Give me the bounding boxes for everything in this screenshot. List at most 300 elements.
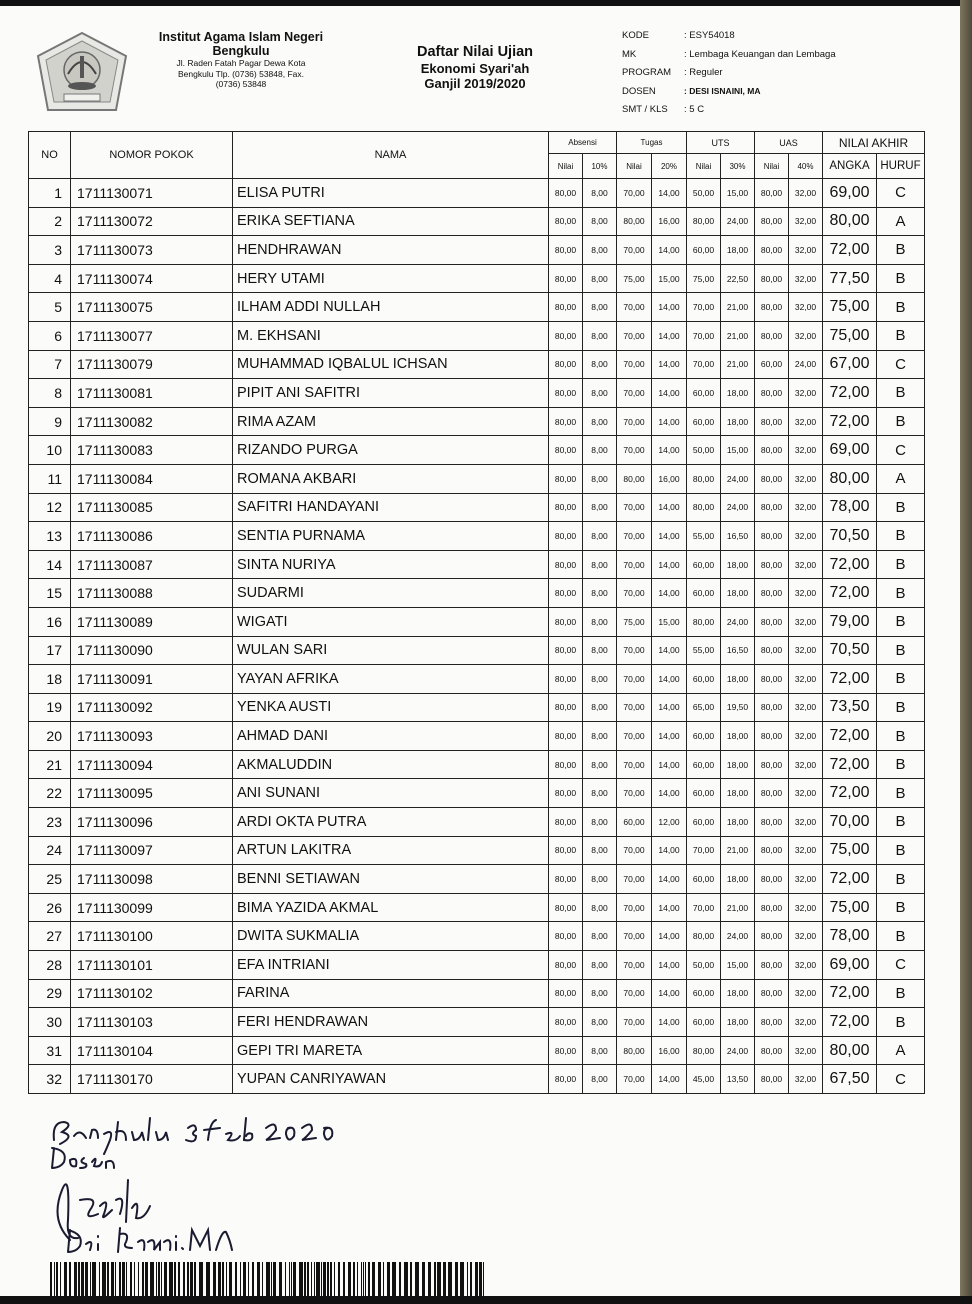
table-row xyxy=(29,808,925,837)
cell-uas-40pct: 32,00 xyxy=(789,808,823,837)
cell-tugas-20pct: 14,00 xyxy=(652,436,687,465)
cell-tugas-nilai: 70,00 xyxy=(617,236,652,265)
cell-angka: 80,00 xyxy=(823,464,877,493)
table-row xyxy=(29,264,925,293)
cell-tugas-20pct: 14,00 xyxy=(652,922,687,951)
header-absensi-nilai: Nilai xyxy=(549,154,583,179)
cell-huruf: B xyxy=(877,722,925,751)
cell-uas-40pct: 32,00 xyxy=(789,264,823,293)
cell-uas-nilai: 80,00 xyxy=(755,436,789,465)
cell-absensi-nilai: 80,00 xyxy=(549,722,583,751)
cell-huruf: B xyxy=(877,264,925,293)
cell-huruf: C xyxy=(877,179,925,208)
cell-nomor-pokok: 1711130093 xyxy=(71,722,233,751)
cell-no: 28 xyxy=(29,951,71,980)
cell-uas-40pct: 32,00 xyxy=(789,1008,823,1037)
cell-absensi-10pct: 8,00 xyxy=(583,379,617,408)
cell-no: 13 xyxy=(29,522,71,551)
cell-absensi-10pct: 8,00 xyxy=(583,207,617,236)
cell-nama: SENTIA PURNAMA xyxy=(233,522,549,551)
cell-uts-nilai: 60,00 xyxy=(687,550,721,579)
cell-uts-nilai: 60,00 xyxy=(687,865,721,894)
cell-uts-30pct: 18,00 xyxy=(721,779,755,808)
cell-uas-nilai: 80,00 xyxy=(755,464,789,493)
cell-uas-40pct: 32,00 xyxy=(789,464,823,493)
cell-no: 8 xyxy=(29,379,71,408)
cell-huruf: B xyxy=(877,321,925,350)
cell-no: 30 xyxy=(29,1008,71,1037)
cell-absensi-10pct: 8,00 xyxy=(583,951,617,980)
cell-uas-40pct: 32,00 xyxy=(789,522,823,551)
cell-nomor-pokok: 1711130075 xyxy=(71,293,233,322)
cell-tugas-nilai: 80,00 xyxy=(617,1036,652,1065)
header-nilai-akhir: NILAI AKHIR xyxy=(823,132,925,154)
cell-nama: WIGATI xyxy=(233,607,549,636)
cell-uas-40pct: 32,00 xyxy=(789,293,823,322)
cell-nama: SUDARMI xyxy=(233,579,549,608)
cell-tugas-nilai: 70,00 xyxy=(617,407,652,436)
cell-absensi-10pct: 8,00 xyxy=(583,493,617,522)
institution-logo xyxy=(34,30,130,114)
cell-tugas-20pct: 14,00 xyxy=(652,321,687,350)
cell-absensi-10pct: 8,00 xyxy=(583,436,617,465)
header-uas: UAS xyxy=(755,132,823,154)
cell-nomor-pokok: 1711130072 xyxy=(71,207,233,236)
cell-no: 19 xyxy=(29,693,71,722)
table-row xyxy=(29,836,925,865)
cell-tugas-nilai: 70,00 xyxy=(617,350,652,379)
cell-uas-nilai: 80,00 xyxy=(755,893,789,922)
cell-nama: SAFITRI HANDAYANI xyxy=(233,493,549,522)
cell-huruf: B xyxy=(877,865,925,894)
cell-uts-30pct: 18,00 xyxy=(721,1008,755,1037)
cell-absensi-nilai: 80,00 xyxy=(549,493,583,522)
cell-tugas-20pct: 14,00 xyxy=(652,636,687,665)
meta-key: SMT / KLS xyxy=(622,104,668,115)
cell-nomor-pokok: 1711130095 xyxy=(71,779,233,808)
document-subtitle: Ekonomi Syari'ah xyxy=(420,61,530,76)
table-row xyxy=(29,1008,925,1037)
cell-nomor-pokok: 1711130092 xyxy=(71,693,233,722)
cell-uts-30pct: 24,00 xyxy=(721,607,755,636)
table-row xyxy=(29,379,925,408)
cell-absensi-nilai: 80,00 xyxy=(549,293,583,322)
cell-uts-nilai: 55,00 xyxy=(687,636,721,665)
cell-angka: 72,00 xyxy=(823,550,877,579)
cell-tugas-20pct: 14,00 xyxy=(652,836,687,865)
cell-tugas-20pct: 14,00 xyxy=(652,693,687,722)
cell-huruf: B xyxy=(877,979,925,1008)
cell-nama: FARINA xyxy=(233,979,549,1008)
cell-tugas-nilai: 70,00 xyxy=(617,436,652,465)
cell-angka: 69,00 xyxy=(823,436,877,465)
cell-uts-nilai: 55,00 xyxy=(687,522,721,551)
cell-uas-nilai: 80,00 xyxy=(755,522,789,551)
cell-absensi-10pct: 8,00 xyxy=(583,693,617,722)
cell-nomor-pokok: 1711130071 xyxy=(71,179,233,208)
cell-tugas-20pct: 14,00 xyxy=(652,1008,687,1037)
cell-absensi-10pct: 8,00 xyxy=(583,979,617,1008)
cell-uas-nilai: 80,00 xyxy=(755,979,789,1008)
cell-nomor-pokok: 1711130086 xyxy=(71,522,233,551)
cell-uas-40pct: 32,00 xyxy=(789,922,823,951)
cell-tugas-nilai: 70,00 xyxy=(617,979,652,1008)
cell-absensi-nilai: 80,00 xyxy=(549,951,583,980)
cell-tugas-20pct: 14,00 xyxy=(652,522,687,551)
cell-uas-nilai: 80,00 xyxy=(755,321,789,350)
cell-uas-nilai: 80,00 xyxy=(755,264,789,293)
cell-uas-40pct: 32,00 xyxy=(789,636,823,665)
header-angka: ANGKA xyxy=(823,154,877,179)
meta-row-dosen xyxy=(622,86,836,105)
meta-key: KODE xyxy=(622,30,649,41)
cell-absensi-nilai: 80,00 xyxy=(549,1065,583,1094)
cell-nama: ARDI OKTA PUTRA xyxy=(233,808,549,837)
cell-nama: ILHAM ADDI NULLAH xyxy=(233,293,549,322)
cell-nomor-pokok: 1711130096 xyxy=(71,808,233,837)
handwritten-signature xyxy=(40,1110,400,1260)
table-row xyxy=(29,722,925,751)
cell-absensi-nilai: 80,00 xyxy=(549,1008,583,1037)
header-huruf: HURUF xyxy=(877,154,925,179)
cell-uts-30pct: 18,00 xyxy=(721,750,755,779)
cell-angka: 70,00 xyxy=(823,808,877,837)
cell-no: 29 xyxy=(29,979,71,1008)
cell-nomor-pokok: 1711130090 xyxy=(71,636,233,665)
table-row xyxy=(29,1036,925,1065)
cell-huruf: C xyxy=(877,436,925,465)
cell-nomor-pokok: 1711130074 xyxy=(71,264,233,293)
cell-tugas-20pct: 14,00 xyxy=(652,665,687,694)
cell-uas-nilai: 80,00 xyxy=(755,493,789,522)
cell-uts-30pct: 18,00 xyxy=(721,865,755,894)
cell-nama: YENKA AUSTI xyxy=(233,693,549,722)
cell-angka: 75,00 xyxy=(823,321,877,350)
cell-huruf: B xyxy=(877,665,925,694)
cell-absensi-nilai: 80,00 xyxy=(549,522,583,551)
cell-huruf: B xyxy=(877,779,925,808)
cell-tugas-nilai: 70,00 xyxy=(617,1008,652,1037)
cell-tugas-20pct: 14,00 xyxy=(652,951,687,980)
header-uts: UTS xyxy=(687,132,755,154)
cell-uas-nilai: 80,00 xyxy=(755,951,789,980)
table-row xyxy=(29,979,925,1008)
cell-absensi-10pct: 8,00 xyxy=(583,179,617,208)
meta-row-program xyxy=(622,67,836,86)
cell-angka: 67,50 xyxy=(823,1065,877,1094)
table-row xyxy=(29,1065,925,1094)
cell-uas-40pct: 32,00 xyxy=(789,722,823,751)
photo-edge-bottom xyxy=(0,1296,972,1304)
cell-nama: BIMA YAZIDA AKMAL xyxy=(233,893,549,922)
cell-uts-nilai: 70,00 xyxy=(687,893,721,922)
cell-no: 22 xyxy=(29,779,71,808)
cell-uts-nilai: 60,00 xyxy=(687,1008,721,1037)
table-row xyxy=(29,922,925,951)
cell-absensi-10pct: 8,00 xyxy=(583,550,617,579)
cell-huruf: C xyxy=(877,1065,925,1094)
cell-uas-nilai: 80,00 xyxy=(755,293,789,322)
cell-nama: EFA INTRIANI xyxy=(233,951,549,980)
cell-tugas-nilai: 70,00 xyxy=(617,1065,652,1094)
cell-uts-nilai: 80,00 xyxy=(687,207,721,236)
cell-huruf: B xyxy=(877,836,925,865)
cell-absensi-nilai: 80,00 xyxy=(549,464,583,493)
cell-uas-nilai: 80,00 xyxy=(755,808,789,837)
institution-address-3: (0736) 53848 xyxy=(215,79,267,89)
cell-uts-30pct: 18,00 xyxy=(721,808,755,837)
cell-huruf: B xyxy=(877,607,925,636)
cell-absensi-10pct: 8,00 xyxy=(583,321,617,350)
cell-absensi-nilai: 80,00 xyxy=(549,979,583,1008)
cell-uts-30pct: 18,00 xyxy=(721,407,755,436)
cell-uas-nilai: 80,00 xyxy=(755,836,789,865)
table-row xyxy=(29,321,925,350)
cell-absensi-10pct: 8,00 xyxy=(583,1036,617,1065)
cell-uts-nilai: 65,00 xyxy=(687,693,721,722)
cell-absensi-10pct: 8,00 xyxy=(583,636,617,665)
header-nomor-pokok: NOMOR POKOK xyxy=(71,132,233,179)
cell-nama: ARTUN LAKITRA xyxy=(233,836,549,865)
cell-uas-nilai: 80,00 xyxy=(755,722,789,751)
cell-angka: 69,00 xyxy=(823,179,877,208)
cell-absensi-10pct: 8,00 xyxy=(583,808,617,837)
grades-table-body xyxy=(29,179,925,1094)
cell-uts-nilai: 70,00 xyxy=(687,836,721,865)
cell-uts-nilai: 50,00 xyxy=(687,179,721,208)
cell-angka: 72,00 xyxy=(823,979,877,1008)
cell-nama: FERI HENDRAWAN xyxy=(233,1008,549,1037)
cell-tugas-nilai: 70,00 xyxy=(617,379,652,408)
cell-nomor-pokok: 1711130089 xyxy=(71,607,233,636)
cell-nomor-pokok: 1711130079 xyxy=(71,350,233,379)
cell-nama: RIZANDO PURGA xyxy=(233,436,549,465)
cell-absensi-nilai: 80,00 xyxy=(549,693,583,722)
cell-nomor-pokok: 1711130085 xyxy=(71,493,233,522)
cell-absensi-10pct: 8,00 xyxy=(583,922,617,951)
photo-edge-right xyxy=(960,0,972,1304)
cell-nama: AKMALUDDIN xyxy=(233,750,549,779)
cell-uts-30pct: 21,00 xyxy=(721,893,755,922)
course-meta xyxy=(622,30,836,123)
cell-nama: HERY UTAMI xyxy=(233,264,549,293)
cell-uas-40pct: 32,00 xyxy=(789,1036,823,1065)
cell-absensi-10pct: 8,00 xyxy=(583,607,617,636)
cell-tugas-20pct: 16,00 xyxy=(652,464,687,493)
cell-nama: HENDHRAWAN xyxy=(233,236,549,265)
cell-tugas-20pct: 14,00 xyxy=(652,579,687,608)
cell-angka: 72,00 xyxy=(823,1008,877,1037)
cell-no: 27 xyxy=(29,922,71,951)
cell-absensi-nilai: 80,00 xyxy=(549,665,583,694)
header-uas-pct: 40% xyxy=(789,154,823,179)
cell-huruf: B xyxy=(877,236,925,265)
cell-absensi-10pct: 8,00 xyxy=(583,836,617,865)
cell-uts-30pct: 18,00 xyxy=(721,665,755,694)
grades-table xyxy=(28,131,925,1094)
cell-uts-30pct: 21,00 xyxy=(721,293,755,322)
cell-absensi-10pct: 8,00 xyxy=(583,293,617,322)
cell-no: 31 xyxy=(29,1036,71,1065)
cell-absensi-10pct: 8,00 xyxy=(583,750,617,779)
cell-tugas-20pct: 14,00 xyxy=(652,379,687,408)
cell-uts-30pct: 22,50 xyxy=(721,264,755,293)
cell-absensi-10pct: 8,00 xyxy=(583,464,617,493)
cell-tugas-nilai: 70,00 xyxy=(617,722,652,751)
cell-huruf: A xyxy=(877,207,925,236)
cell-absensi-nilai: 80,00 xyxy=(549,350,583,379)
cell-uts-30pct: 24,00 xyxy=(721,1036,755,1065)
cell-tugas-nilai: 70,00 xyxy=(617,893,652,922)
cell-absensi-nilai: 80,00 xyxy=(549,865,583,894)
table-row xyxy=(29,865,925,894)
cell-angka: 72,00 xyxy=(823,379,877,408)
cell-uts-nilai: 80,00 xyxy=(687,922,721,951)
cell-angka: 73,50 xyxy=(823,693,877,722)
cell-absensi-10pct: 8,00 xyxy=(583,579,617,608)
cell-angka: 72,00 xyxy=(823,236,877,265)
cell-nomor-pokok: 1711130098 xyxy=(71,865,233,894)
cell-uas-nilai: 80,00 xyxy=(755,579,789,608)
cell-uas-40pct: 32,00 xyxy=(789,607,823,636)
cell-uas-nilai: 80,00 xyxy=(755,750,789,779)
cell-nomor-pokok: 1711130081 xyxy=(71,379,233,408)
cell-absensi-nilai: 80,00 xyxy=(549,922,583,951)
cell-uas-nilai: 60,00 xyxy=(755,350,789,379)
cell-angka: 79,00 xyxy=(823,607,877,636)
cell-absensi-nilai: 80,00 xyxy=(549,379,583,408)
cell-huruf: C xyxy=(877,951,925,980)
cell-absensi-nilai: 80,00 xyxy=(549,750,583,779)
cell-uas-40pct: 32,00 xyxy=(789,1065,823,1094)
institution-city: Bengkulu xyxy=(212,44,270,58)
header-absensi-pct: 10% xyxy=(583,154,617,179)
cell-angka: 72,00 xyxy=(823,579,877,608)
cell-absensi-nilai: 80,00 xyxy=(549,207,583,236)
meta-value: : Reguler xyxy=(684,67,723,78)
cell-uts-nilai: 60,00 xyxy=(687,236,721,265)
cell-angka: 72,00 xyxy=(823,665,877,694)
cell-nomor-pokok: 1711130088 xyxy=(71,579,233,608)
cell-absensi-10pct: 8,00 xyxy=(583,893,617,922)
meta-key: PROGRAM xyxy=(622,67,672,78)
cell-absensi-10pct: 8,00 xyxy=(583,1065,617,1094)
cell-no: 14 xyxy=(29,550,71,579)
cell-uas-40pct: 32,00 xyxy=(789,379,823,408)
cell-no: 9 xyxy=(29,407,71,436)
cell-tugas-20pct: 16,00 xyxy=(652,207,687,236)
cell-tugas-20pct: 14,00 xyxy=(652,893,687,922)
cell-absensi-nilai: 80,00 xyxy=(549,636,583,665)
cell-nama: RIMA AZAM xyxy=(233,407,549,436)
cell-no: 10 xyxy=(29,436,71,465)
cell-nama: BENNI SETIAWAN xyxy=(233,865,549,894)
table-row xyxy=(29,607,925,636)
cell-uts-30pct: 18,00 xyxy=(721,979,755,1008)
cell-uas-nilai: 80,00 xyxy=(755,179,789,208)
cell-no: 16 xyxy=(29,607,71,636)
cell-angka: 80,00 xyxy=(823,207,877,236)
institution-header xyxy=(132,30,350,90)
cell-nomor-pokok: 1711130077 xyxy=(71,321,233,350)
document-title: Daftar Nilai Ujian xyxy=(416,44,534,60)
cell-uts-30pct: 24,00 xyxy=(721,464,755,493)
table-row xyxy=(29,236,925,265)
cell-no: 1 xyxy=(29,179,71,208)
cell-uts-nilai: 60,00 xyxy=(687,407,721,436)
cell-tugas-20pct: 16,00 xyxy=(652,1036,687,1065)
cell-uts-30pct: 18,00 xyxy=(721,579,755,608)
header-tugas-nilai: Nilai xyxy=(617,154,652,179)
cell-huruf: B xyxy=(877,579,925,608)
cell-tugas-nilai: 70,00 xyxy=(617,865,652,894)
cell-uas-nilai: 80,00 xyxy=(755,207,789,236)
cell-absensi-nilai: 80,00 xyxy=(549,264,583,293)
cell-no: 32 xyxy=(29,1065,71,1094)
cell-no: 26 xyxy=(29,893,71,922)
table-row xyxy=(29,779,925,808)
cell-nama: AHMAD DANI xyxy=(233,722,549,751)
document-title-block xyxy=(380,44,570,91)
cell-uts-nilai: 75,00 xyxy=(687,264,721,293)
cell-angka: 78,00 xyxy=(823,493,877,522)
cell-huruf: B xyxy=(877,693,925,722)
cell-absensi-10pct: 8,00 xyxy=(583,522,617,551)
cell-nomor-pokok: 1711130094 xyxy=(71,750,233,779)
cell-uts-nilai: 50,00 xyxy=(687,436,721,465)
cell-uts-nilai: 60,00 xyxy=(687,750,721,779)
cell-uts-nilai: 70,00 xyxy=(687,350,721,379)
cell-uts-nilai: 50,00 xyxy=(687,951,721,980)
cell-no: 23 xyxy=(29,808,71,837)
table-row xyxy=(29,693,925,722)
cell-nomor-pokok: 1711130100 xyxy=(71,922,233,951)
cell-uas-nilai: 80,00 xyxy=(755,236,789,265)
cell-nomor-pokok: 1711130091 xyxy=(71,665,233,694)
cell-huruf: B xyxy=(877,636,925,665)
cell-tugas-nilai: 80,00 xyxy=(617,207,652,236)
cell-uas-nilai: 80,00 xyxy=(755,1008,789,1037)
cell-nomor-pokok: 1711130101 xyxy=(71,951,233,980)
cell-uas-nilai: 80,00 xyxy=(755,693,789,722)
cell-no: 15 xyxy=(29,579,71,608)
cell-uts-nilai: 60,00 xyxy=(687,579,721,608)
cell-tugas-nilai: 70,00 xyxy=(617,836,652,865)
cell-tugas-20pct: 12,00 xyxy=(652,808,687,837)
cell-angka: 69,00 xyxy=(823,951,877,980)
cell-nomor-pokok: 1711130170 xyxy=(71,1065,233,1094)
cell-uas-40pct: 32,00 xyxy=(789,750,823,779)
cell-tugas-nilai: 75,00 xyxy=(617,607,652,636)
meta-value: : ESY54018 xyxy=(684,30,735,41)
cell-huruf: C xyxy=(877,350,925,379)
cell-tugas-nilai: 70,00 xyxy=(617,665,652,694)
cell-uas-40pct: 32,00 xyxy=(789,951,823,980)
cell-uts-30pct: 18,00 xyxy=(721,379,755,408)
cell-tugas-20pct: 14,00 xyxy=(652,1065,687,1094)
cell-no: 17 xyxy=(29,636,71,665)
cell-uts-30pct: 24,00 xyxy=(721,493,755,522)
cell-angka: 72,00 xyxy=(823,750,877,779)
cell-tugas-nilai: 70,00 xyxy=(617,550,652,579)
cell-uas-nilai: 80,00 xyxy=(755,779,789,808)
cell-nama: YUPAN CANRIYAWAN xyxy=(233,1065,549,1094)
cell-uts-30pct: 15,00 xyxy=(721,436,755,465)
cell-tugas-nilai: 80,00 xyxy=(617,464,652,493)
cell-nomor-pokok: 1711130082 xyxy=(71,407,233,436)
cell-angka: 78,00 xyxy=(823,922,877,951)
cell-uts-nilai: 45,00 xyxy=(687,1065,721,1094)
